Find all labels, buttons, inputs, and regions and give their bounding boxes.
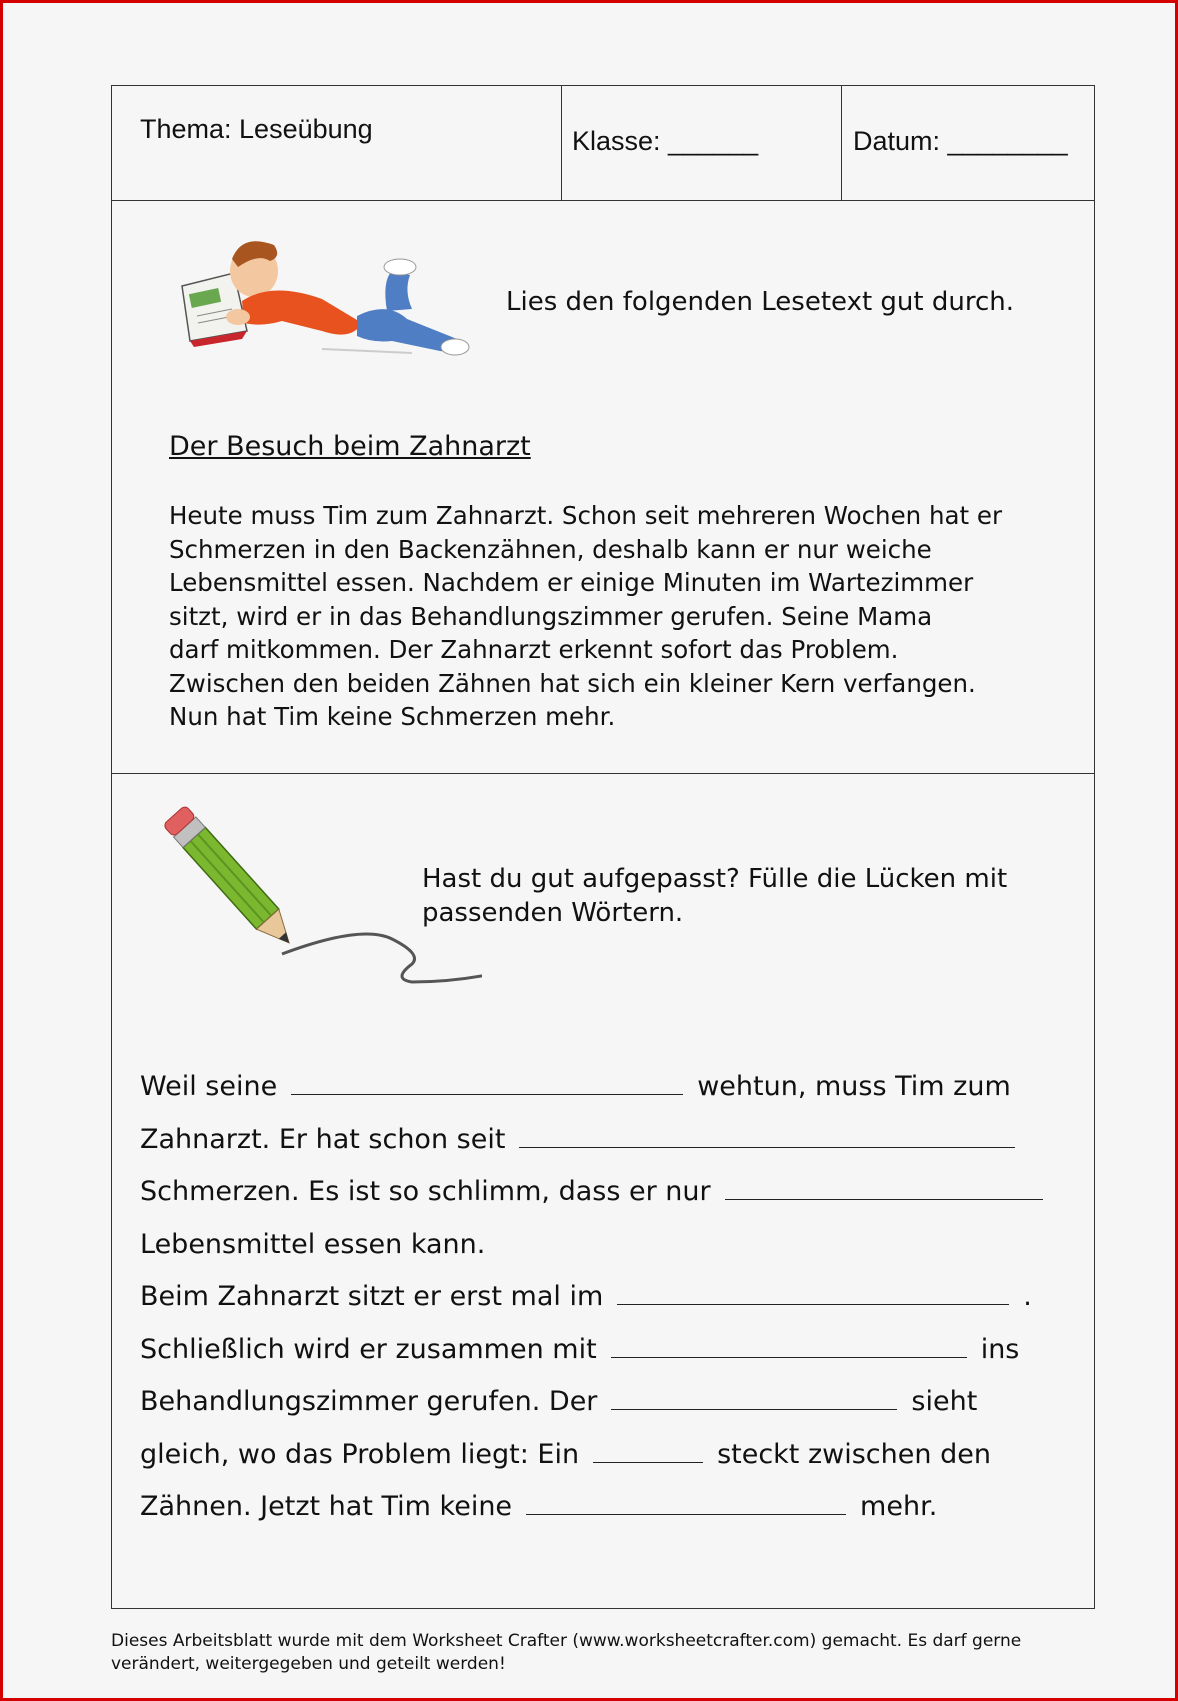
- cloze-line: [140, 1324, 1090, 1377]
- cloze-text-segment: Behandlungszimmer gerufen. Der: [140, 1386, 598, 1417]
- cloze-text-segment: sieht: [911, 1386, 978, 1417]
- blank-field[interactable]: [611, 1324, 967, 1358]
- cloze-line: [140, 1114, 1090, 1167]
- cloze-text-segment: mehr.: [860, 1491, 938, 1522]
- footer-line: verändert, weitergegeben und geteilt werden!: [111, 1654, 506, 1674]
- cloze-text: [140, 1061, 1090, 1534]
- cloze-text-segment: Beim Zahnarzt sitzt er erst mal im: [140, 1281, 604, 1312]
- cloze-line: [140, 1219, 1090, 1272]
- blank-field[interactable]: [617, 1271, 1009, 1305]
- cloze-line: [140, 1271, 1090, 1324]
- blank-field[interactable]: [611, 1376, 897, 1410]
- footer-note: [111, 1630, 1111, 1676]
- footer-line: Dieses Arbeitsblatt wurde mit dem Worksheet Crafter (www.worksheetcrafter.com) gemacht. Es darf gerne: [111, 1631, 1022, 1651]
- cloze-text-segment: steckt zwischen den: [717, 1438, 991, 1470]
- cloze-line: [140, 1429, 1090, 1482]
- story-line: Nun hat Tim keine Schmerzen mehr.: [169, 702, 616, 731]
- story-line: Heute muss Tim zum Zahnarzt. Schon seit mehreren Wochen hat er: [169, 501, 1003, 530]
- cloze-section: [112, 774, 1094, 1608]
- cloze-line: [140, 1061, 1090, 1114]
- cloze-text-segment: Schmerzen. Es ist so schlimm, dass er nur: [140, 1176, 711, 1207]
- blank-field[interactable]: [291, 1061, 683, 1095]
- cloze-text-segment: Schließlich wird er zusammen mit: [140, 1333, 597, 1365]
- story-line: Zwischen den beiden Zähnen hat sich ein kleiner Kern verfangen.: [169, 668, 976, 698]
- cloze-instruction-line: Hast du gut aufgepasst? Fülle die Lücken mit: [422, 864, 1008, 894]
- story-text: [169, 499, 1069, 734]
- cloze-line: [140, 1481, 1090, 1534]
- cloze-text-segment: Weil seine: [140, 1071, 278, 1102]
- cloze-instruction: [422, 862, 1007, 930]
- cloze-text-segment: Zahnarzt. Er hat schon seit: [140, 1123, 506, 1155]
- story-line: Schmerzen in den Backenzähnen, deshalb kann er nur weiche: [169, 534, 932, 564]
- reading-section: [112, 201, 1094, 774]
- cloze-text-segment: Zähnen. Jetzt hat Tim keine: [140, 1491, 513, 1522]
- cloze-text-segment: .: [1023, 1281, 1032, 1312]
- class-field: Klasse: ______: [562, 86, 842, 200]
- cloze-text-segment: wehtun, muss Tim zum: [697, 1071, 1011, 1102]
- story-line: Lebensmittel essen. Nachdem er einige Minuten im Wartezimmer: [169, 568, 974, 597]
- header-row: [112, 86, 1094, 201]
- story-title: Der Besuch beim Zahnarzt: [169, 431, 531, 462]
- blank-field[interactable]: [526, 1481, 846, 1515]
- story-line: darf mitkommen. Der Zahnarzt erkennt sofort das Problem.: [169, 635, 899, 664]
- cloze-text-segment: Lebensmittel essen kann.: [140, 1228, 486, 1260]
- blank-field[interactable]: [725, 1166, 1043, 1200]
- topic-label: Thema: Leseübung: [112, 86, 562, 200]
- cloze-line: [140, 1376, 1090, 1429]
- blank-field[interactable]: [519, 1114, 1015, 1148]
- date-field: Datum: ________: [853, 126, 1068, 156]
- cloze-text-segment: gleich, wo das Problem liegt: Ein: [140, 1438, 580, 1470]
- cloze-instruction-line: passenden Wörtern.: [422, 898, 684, 928]
- reading-instruction: Lies den folgenden Lesetext gut durch.: [506, 287, 1014, 317]
- cloze-line: [140, 1166, 1090, 1219]
- blank-field[interactable]: [593, 1429, 703, 1463]
- cloze-text-segment: ins: [980, 1333, 1020, 1365]
- story-line: sitzt, wird er in das Behandlungszimmer gerufen. Seine Mama: [169, 601, 933, 631]
- reading-boy-illustration: [172, 231, 472, 366]
- worksheet: [111, 85, 1095, 1609]
